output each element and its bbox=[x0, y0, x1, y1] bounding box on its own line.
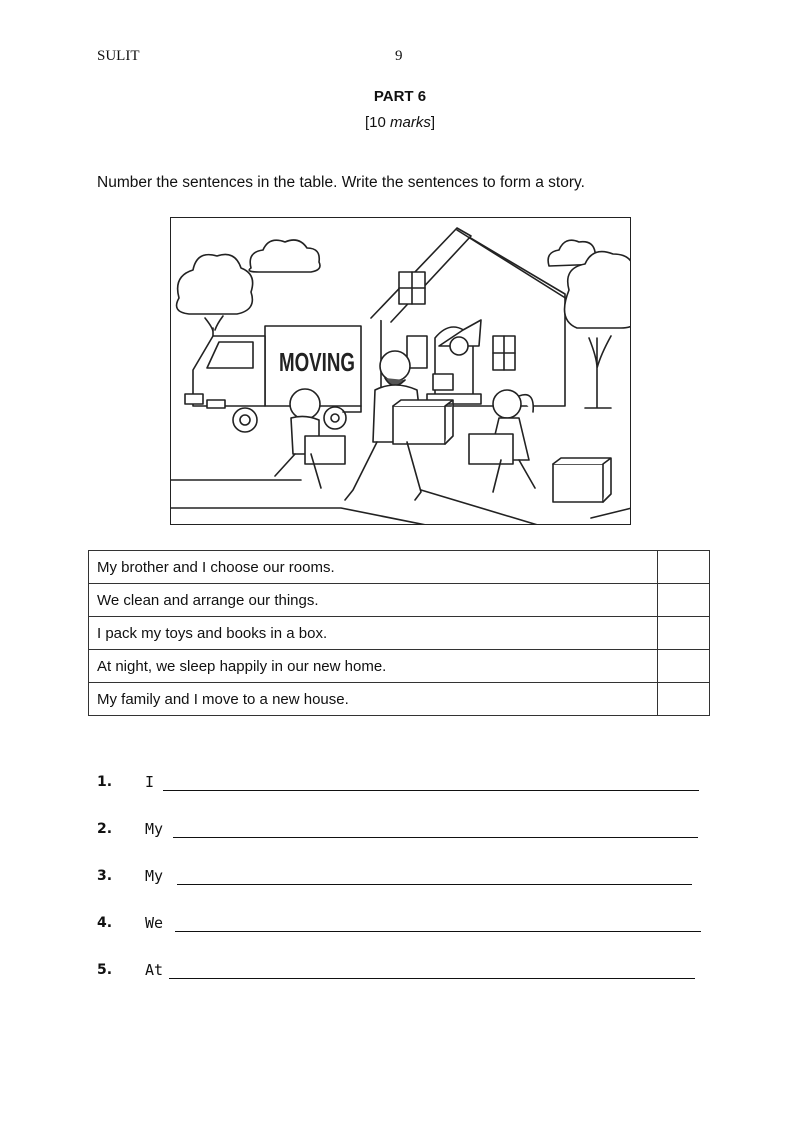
answer-starter: At bbox=[145, 961, 164, 979]
marks-close: ] bbox=[430, 114, 436, 131]
number-box[interactable] bbox=[658, 584, 710, 617]
answer-number: 3. bbox=[97, 868, 113, 884]
sentence-cell: My family and I move to a new house. bbox=[89, 683, 658, 716]
answer-writing-line[interactable] bbox=[175, 931, 701, 932]
sentence-cell: We clean and arrange our things. bbox=[89, 584, 658, 617]
answer-writing-line[interactable] bbox=[163, 790, 699, 791]
moving-truck bbox=[185, 326, 361, 432]
answer-number: 2. bbox=[97, 821, 113, 837]
truck-moving-text: MOVING bbox=[279, 347, 355, 377]
cloud-left bbox=[249, 240, 320, 272]
marks-open: [10 bbox=[364, 114, 390, 131]
answer-number: 5. bbox=[97, 962, 113, 978]
header-sulit: SULIT bbox=[97, 48, 140, 64]
marks-word: marks bbox=[390, 114, 431, 131]
sentence-table bbox=[88, 550, 710, 716]
answer-writing-line[interactable] bbox=[169, 978, 695, 979]
part-title: PART 6 bbox=[373, 88, 427, 105]
answer-starter: We bbox=[145, 914, 164, 932]
table-row bbox=[89, 650, 710, 683]
answer-writing-line[interactable] bbox=[173, 837, 698, 838]
marks-label bbox=[0, 114, 800, 131]
answer-number: 1. bbox=[97, 774, 113, 790]
number-box[interactable] bbox=[658, 551, 710, 584]
box-on-ground bbox=[553, 458, 611, 502]
instruction-text: Number the sentences in the table. Write the sentences to form a story. bbox=[97, 174, 585, 191]
table-row bbox=[89, 551, 710, 584]
answer-starter: My bbox=[145, 820, 164, 838]
answer-number: 4. bbox=[97, 915, 113, 931]
table-row bbox=[89, 683, 710, 716]
sentence-cell: I pack my toys and books in a box. bbox=[89, 617, 658, 650]
table-row bbox=[89, 617, 710, 650]
sentence-cell: At night, we sleep happily in our new home. bbox=[89, 650, 658, 683]
page-number: 9 bbox=[395, 48, 403, 64]
answer-starter: My bbox=[145, 867, 164, 885]
sentence-cell: My brother and I choose our rooms. bbox=[89, 551, 658, 584]
number-box[interactable] bbox=[658, 683, 710, 716]
answer-starter: I bbox=[145, 773, 155, 791]
number-box[interactable] bbox=[658, 617, 710, 650]
table-row bbox=[89, 584, 710, 617]
tree-right bbox=[565, 252, 632, 408]
number-box[interactable] bbox=[658, 650, 710, 683]
moving-day-illustration bbox=[170, 217, 631, 525]
answer-writing-line[interactable] bbox=[177, 884, 692, 885]
